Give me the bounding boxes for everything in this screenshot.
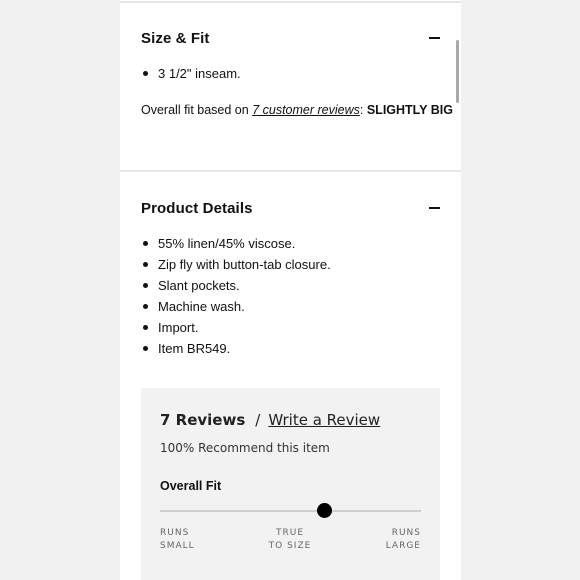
fit-prefix: Overall fit based on (141, 103, 249, 117)
write-review-link[interactable]: Write a Review (268, 411, 381, 429)
reviews-separator: / (255, 411, 261, 429)
top-divider (120, 1, 461, 3)
product-details-list (141, 233, 331, 359)
list-item: Item BR549. (141, 338, 331, 359)
list-item: Zip fly with button-tab closure. (141, 254, 331, 275)
fit-verdict: SLIGHTLY BIG (366, 103, 453, 117)
fit-label-line: RUNS (391, 528, 421, 538)
fit-slider-thumb (317, 503, 332, 518)
fit-label-line: LARGE (385, 541, 421, 551)
product-info-panel (120, 0, 461, 580)
list-item: 55% linen/45% viscose. (141, 233, 331, 254)
fit-label-line: SMALL (160, 541, 195, 551)
overall-fit-summary (141, 103, 453, 117)
section-divider (120, 170, 461, 172)
fit-label-line: RUNS (160, 528, 190, 538)
scrollbar-thumb[interactable] (456, 40, 459, 103)
list-item: 3 1/2" inseam. (141, 63, 241, 84)
fit-label-runs-large (386, 527, 421, 553)
reviews-count[interactable]: 7 Reviews (160, 411, 246, 429)
list-item: Slant pockets. (141, 275, 331, 296)
list-item: Machine wash. (141, 296, 331, 317)
size-fit-collapse-icon[interactable] (429, 37, 440, 39)
customer-reviews-link[interactable]: 7 customer reviews (252, 103, 360, 117)
fit-label-runs-small (160, 527, 195, 553)
reviews-header (160, 411, 380, 429)
fit-label-line: TO SIZE (268, 541, 312, 551)
recommend-percent: 100% Recommend this item (160, 441, 330, 455)
fit-label-line: TRUE (275, 528, 305, 538)
fit-colon: : (359, 103, 364, 117)
fit-slider-track (160, 510, 421, 512)
product-details-collapse-icon[interactable] (429, 207, 440, 209)
list-item: Import. (141, 317, 331, 338)
size-fit-list (141, 63, 241, 84)
overall-fit-label: Overall Fit (160, 479, 222, 493)
reviews-summary-box (141, 388, 440, 580)
size-fit-title[interactable]: Size & Fit (141, 30, 210, 47)
product-details-title[interactable]: Product Details (141, 200, 253, 217)
